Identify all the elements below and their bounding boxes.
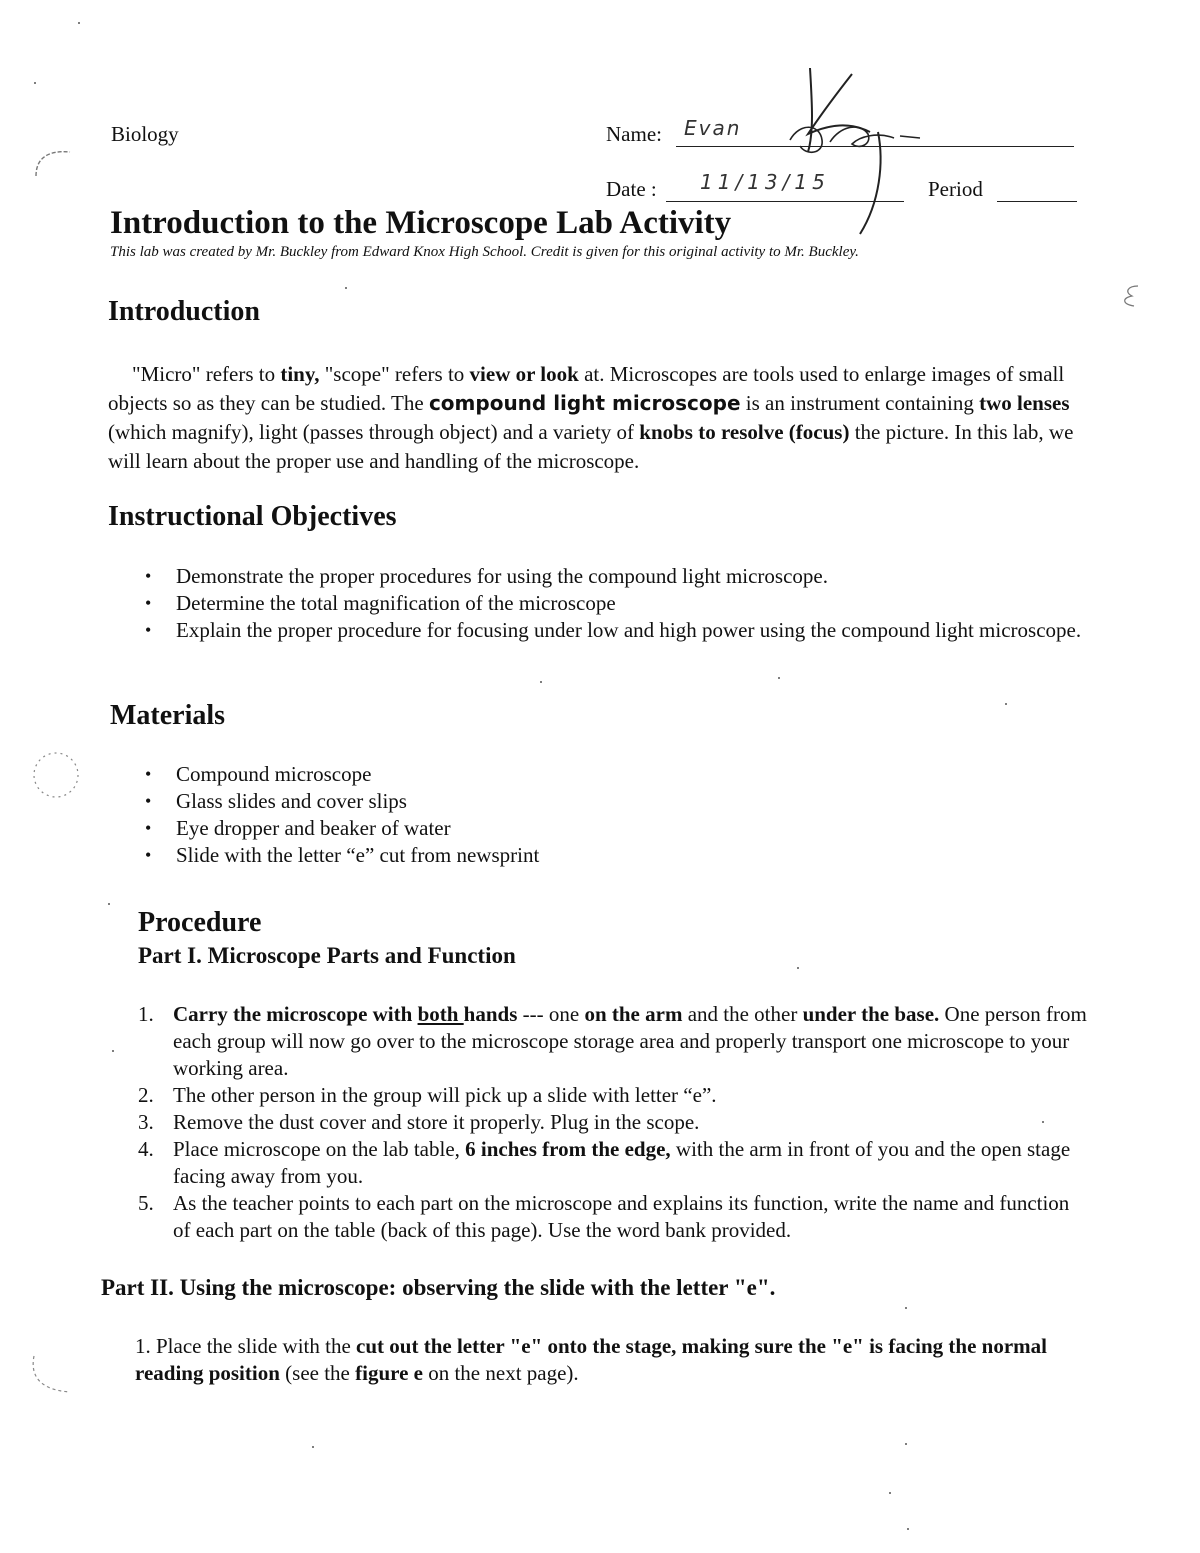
- scan-mark-squiggle: [1110, 280, 1150, 310]
- step-number: 2.: [138, 1083, 154, 1107]
- part2-step1: [135, 1333, 1070, 1387]
- step-bold: cut out the letter "e" onto the stage, making sure the "e" is facing the normal reading position: [135, 1334, 1047, 1385]
- list-item: [138, 1136, 1088, 1190]
- list-item: [138, 1001, 1088, 1082]
- objectives-heading: Instructional Objectives: [108, 501, 397, 532]
- objectives-list: [145, 563, 1085, 644]
- scan-speck: [34, 82, 36, 84]
- step-text: One person from each group will now go over to the microscope storage area and properly transport one microscope to your working area.: [173, 1002, 1087, 1080]
- step-text: Place microscope on the lab table,: [173, 1137, 466, 1161]
- step-number: 5.: [138, 1191, 154, 1215]
- step-bold: under the base.: [802, 1002, 940, 1026]
- step-text: on the next page).: [422, 1361, 579, 1385]
- step-text: As the teacher points to each part on the microscope and explains its function, write the name and function of each part on the table (back of this page). Use the word bank provided.: [173, 1191, 1070, 1242]
- intro-bold: view or look: [469, 362, 579, 386]
- intro-text: (which magnify), light (passes through object) and a variety of: [108, 420, 640, 444]
- part1-steps: [138, 1001, 1088, 1244]
- part1-heading: Part I. Microscope Parts and Function: [138, 943, 516, 968]
- period-line: [997, 201, 1077, 202]
- scan-speck: [907, 1528, 909, 1530]
- step-text: (see the: [279, 1361, 356, 1385]
- introduction-heading: Introduction: [108, 296, 260, 327]
- step-bold: Carry the microscope with: [173, 1002, 418, 1026]
- step-bold: 6 inches from the edge,: [465, 1137, 671, 1161]
- list-item: • Compound microscope: [145, 761, 1045, 788]
- intro-text: is an instrument containing: [740, 391, 980, 415]
- intro-bold-term: compound light microscope: [428, 391, 741, 415]
- step-text: with the arm in front of you and the open stage facing away from you.: [173, 1137, 1071, 1188]
- step-number: 4.: [138, 1137, 154, 1161]
- date-line: [666, 201, 904, 202]
- scan-speck: [905, 1443, 907, 1445]
- intro-bold: knobs to resolve (focus): [639, 420, 850, 444]
- step-bold: figure e: [355, 1361, 423, 1385]
- step-text: Place the slide with the: [150, 1334, 357, 1358]
- materials-heading: Materials: [110, 700, 226, 731]
- materials-list: [145, 761, 1045, 869]
- scan-speck: [345, 287, 347, 289]
- date-label: Date :: [606, 177, 657, 201]
- page-title: Introduction to the Microscope Lab Activity: [110, 205, 732, 241]
- scan-speck: [312, 1446, 314, 1448]
- step-bold: hands: [463, 1002, 518, 1026]
- step-text: --- one: [517, 1002, 585, 1026]
- intro-text: at. Microscopes are tools used to enlarge images of small objects so as they can be studied. The: [108, 362, 1065, 415]
- list-item: • Eye dropper and beaker of water: [145, 815, 1045, 842]
- list-item: • Determine the total magnification of the microscope: [145, 590, 1085, 617]
- scan-speck: [540, 681, 542, 683]
- name-label: Name:: [606, 122, 662, 146]
- step-number: 1.: [138, 1002, 154, 1026]
- step-number: 1.: [135, 1334, 151, 1358]
- signature-scribble: [760, 62, 930, 242]
- name-handwriting: Evan: [684, 116, 742, 140]
- list-item: • Explain the proper procedure for focusing under low and high power using the compound light microscope.: [145, 617, 1085, 644]
- scan-speck: [112, 1050, 114, 1052]
- date-handwriting: 11/13/15: [700, 170, 830, 194]
- intro-text: "Micro" refers to: [132, 362, 281, 386]
- scan-speck: [108, 903, 110, 905]
- intro-text: "scope" refers to: [319, 362, 470, 386]
- step-text: The other person in the group will pick up a slide with letter “e”.: [173, 1083, 717, 1107]
- scan-mark-circle: [26, 745, 86, 805]
- scan-speck: [778, 677, 780, 679]
- scan-speck: [1042, 1121, 1044, 1123]
- part2-heading: Part II. Using the microscope: observing the slide with the letter "e".: [101, 1275, 776, 1300]
- scan-mark-arc: [26, 1350, 76, 1400]
- list-item: • Glass slides and cover slips: [145, 788, 1045, 815]
- intro-text: the picture. In this lab, we will learn about the proper use and handling of the microscope.: [108, 420, 1074, 473]
- step-number: 3.: [138, 1110, 154, 1134]
- scan-speck: [78, 22, 80, 24]
- step-underline: both: [417, 1002, 464, 1026]
- step-text: Remove the dust cover and store it properly. Plug in the scope.: [173, 1110, 700, 1134]
- step-bold: on the arm: [584, 1002, 683, 1026]
- list-item: • Demonstrate the proper procedures for using the compound light microscope.: [145, 563, 1085, 590]
- scan-mark-arc: [28, 140, 78, 180]
- list-item: [138, 1190, 1088, 1244]
- intro-bold: two lenses: [979, 391, 1070, 415]
- list-item: [138, 1109, 1088, 1136]
- credit-note: This lab was created by Mr. Buckley from Edward Knox High School. Credit is given for this original activity to Mr. Buckley.: [110, 244, 859, 260]
- list-item: [138, 1082, 1088, 1109]
- list-item: • Slide with the letter “e” cut from newsprint: [145, 842, 1045, 869]
- scan-speck: [1005, 703, 1007, 705]
- period-label: Period: [928, 177, 983, 201]
- scan-speck: [889, 1492, 891, 1494]
- introduction-paragraph: [108, 360, 1108, 476]
- intro-bold: tiny,: [280, 362, 320, 386]
- scan-speck: [797, 967, 799, 969]
- step-text: and the other: [682, 1002, 803, 1026]
- procedure-heading: Procedure: [138, 907, 262, 938]
- scan-speck: [905, 1307, 907, 1309]
- course-label: Biology: [111, 122, 179, 146]
